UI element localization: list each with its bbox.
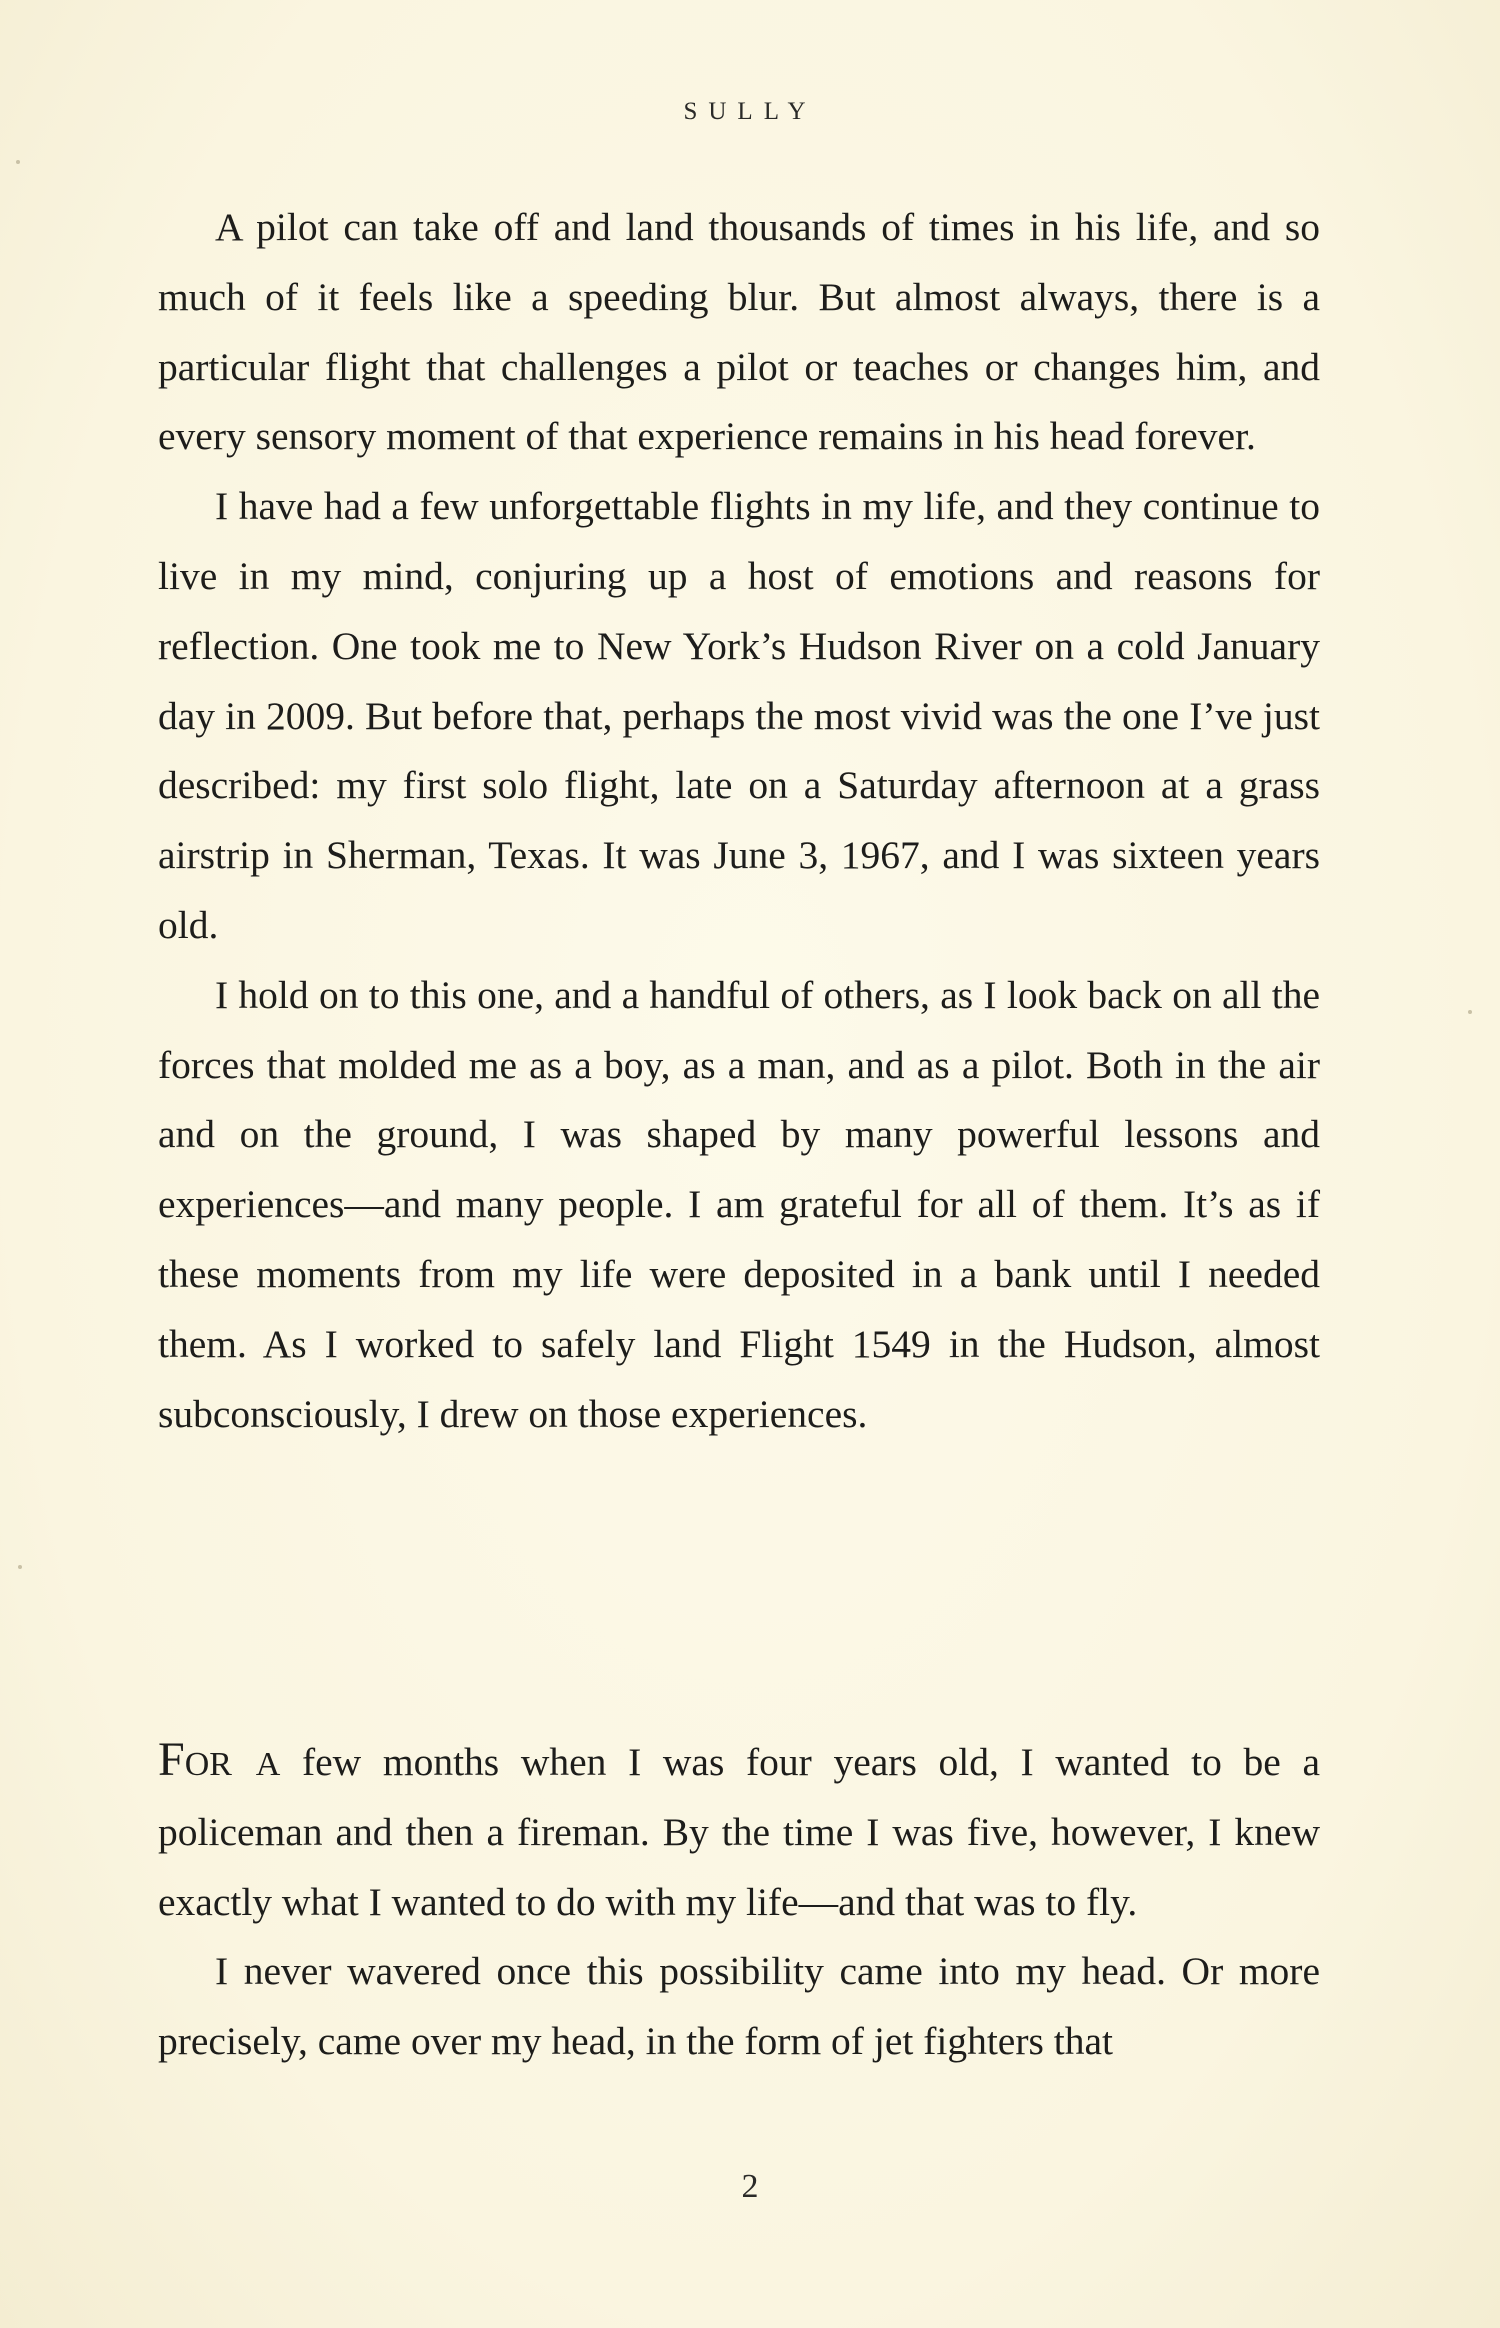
section-lead-in: For a [158, 1733, 281, 1786]
section-2 [158, 1725, 1320, 2077]
paper-speck [16, 160, 20, 164]
paper-speck [1468, 1010, 1472, 1014]
paragraph-text: few months when I was four years old, I wanted to be a policeman and then a fireman. By the time I was five, however, I knew exactly what I wanted to do with my life—and that was to fly. [158, 1740, 1320, 1924]
paragraph: I never wavered once this possibility came into my head. Or more precisely, came over my head, in the form of jet fighters that [158, 1949, 1320, 2064]
page-number: 2 [741, 2168, 759, 2205]
paragraph: A pilot can take off and land thousands of times in his life, and so much of it feels like a speeding blur. But almost always, there is a particular flight that challenges a pilot or teaches or changes him, and every sensory moment of that experience remains in his head forever. [158, 205, 1320, 459]
paragraph: I have had a few unforgettable flights in my life, and they continue to live in my mind, conjuring up a host of emotions and reasons for reflection. One took me to New York’s Hudson River on a cold January day in 2009. But before that, perhaps the most vivid was the one I’ve just described: my first solo flight, late on a Saturday afternoon at a grass airstrip in Sherman, Texas. It was June 3, 1967, and I was sixteen years old. [158, 484, 1320, 947]
paper-speck [18, 1565, 22, 1569]
section-1 [158, 193, 1320, 1449]
running-head: SULLY [683, 98, 817, 125]
section-opening-paragraph [158, 1725, 1320, 1937]
paragraph: I hold on to this one, and a handful of others, as I look back on all the forces that molded me as a boy, as a man, and as a pilot. Both in the air and on the ground, I was shaped by many powerful lessons and experiences—and many people. I am grateful for all of them. It’s as if these moments from my life were deposited in a bank until I needed them. As I worked to safely land Flight 1549 in the Hudson, almost subconsciously, I drew on those experiences. [158, 972, 1320, 1436]
